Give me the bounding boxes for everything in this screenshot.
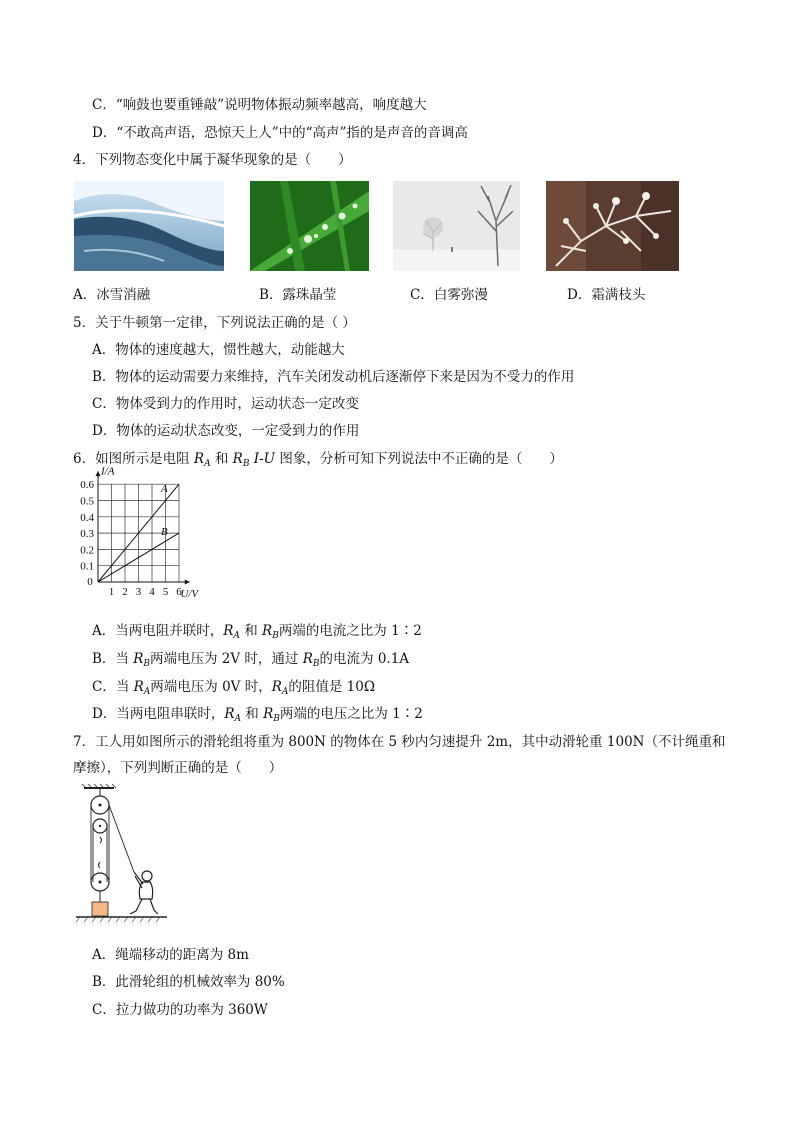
y-tick-label: 0.3 <box>80 528 94 541</box>
y-tick-label: 0.4 <box>80 511 94 524</box>
q5-stem: 5．关于牛顿第一定律，下列说法正确的是（ ） <box>73 315 356 331</box>
origin-label: 0 <box>87 576 93 588</box>
q6-stem: 6．如图所示是电阻 $R_A$ 和 $R_B$ I-U 图象，分析可知下列说法中不正确的是（ ） <box>73 451 563 469</box>
x-axis-arrow <box>185 580 190 585</box>
q7-option-c: C．拉力做功的功率为 360W <box>92 1002 268 1018</box>
q7-option-a: A．绳端移动的距离为 8m <box>92 947 249 963</box>
y-tick-label: 0.2 <box>80 544 94 557</box>
q6-option-d: D．当两电阻串联时，$R_A$ 和 $R_B$两端的电压之比为 1∶2 <box>92 706 423 724</box>
x-axis-label: U/V <box>180 588 199 600</box>
x-tick-label: 5 <box>162 586 169 598</box>
x-tick-label: 2 <box>122 586 128 598</box>
x-tick-label: 6 <box>176 586 182 598</box>
q6-option-b: B．当 $R_B$两端电压为 2V 时，通过 $R_B$的电流为 0.1A <box>92 651 410 669</box>
ice-snow-image <box>74 181 224 271</box>
q4-option-b: B．露珠晶莹 <box>259 287 337 303</box>
x-tick-label: 3 <box>135 586 142 598</box>
q7-option-b: B．此滑轮组的机械效率为 80% <box>92 974 285 990</box>
y-tick-label: 0.5 <box>80 495 94 508</box>
white-fog-image <box>393 181 520 271</box>
q5-option-b: B．物体的运动需要力来维持，汽车关闭发动机后逐渐停下来是因为不受力的作用 <box>92 369 575 385</box>
frost-branches-image <box>546 181 679 271</box>
q3-option-c: C．“响鼓也要重锤敲”说明物体振动频率越高，响度越大 <box>92 97 427 113</box>
series-label-a: A <box>161 482 168 495</box>
q6-option-a: A．当两电阻并联时，$R_A$ 和 $R_B$两端的电流之比为 1∶2 <box>92 623 422 641</box>
q5-option-a: A．物体的速度越大，惯性越大，动能越大 <box>92 342 345 358</box>
q4-option-a: A．冰雪消融 <box>73 287 151 303</box>
q5-option-c: C．物体受到力的作用时，运动状态一定改变 <box>92 396 359 412</box>
series-label-b: B <box>161 525 168 538</box>
q4-stem: 4．下列物态变化中属于凝华现象的是（ ） <box>73 152 352 168</box>
y-tick-label: 0.1 <box>80 560 94 573</box>
q4-option-d: D．霜满枝头 <box>567 287 646 303</box>
q7-stem-line1: 7．工人用如图所示的滑轮组将重为 800N 的物体在 5 秒内匀速提升 2m，其中动滑轮重 100N（不计绳重和 <box>73 734 726 750</box>
q7-stem-line2: 摩擦），下列判断正确的是（ ） <box>73 760 283 776</box>
y-axis-label: I/A <box>101 465 115 478</box>
x-tick-label: 4 <box>149 586 155 598</box>
iu-chart <box>68 465 228 613</box>
pulley-system-figure <box>72 784 172 934</box>
q6-option-c: C．当 $R_A$两端电压为 0V 时，$R_A$的阻值是 10Ω <box>92 679 376 697</box>
x-tick-label: 1 <box>108 586 115 598</box>
q3-option-d: D．“不敢高声语，恐惊天上人”中的“高声”指的是声音的音调高 <box>92 125 468 141</box>
dew-drops-image <box>250 181 369 271</box>
q4-option-c: C．白雾弥漫 <box>410 287 488 303</box>
y-tick-label: 0.6 <box>80 479 94 492</box>
q5-option-d: D．物体的运动状态改变，一定受到力的作用 <box>92 423 360 439</box>
